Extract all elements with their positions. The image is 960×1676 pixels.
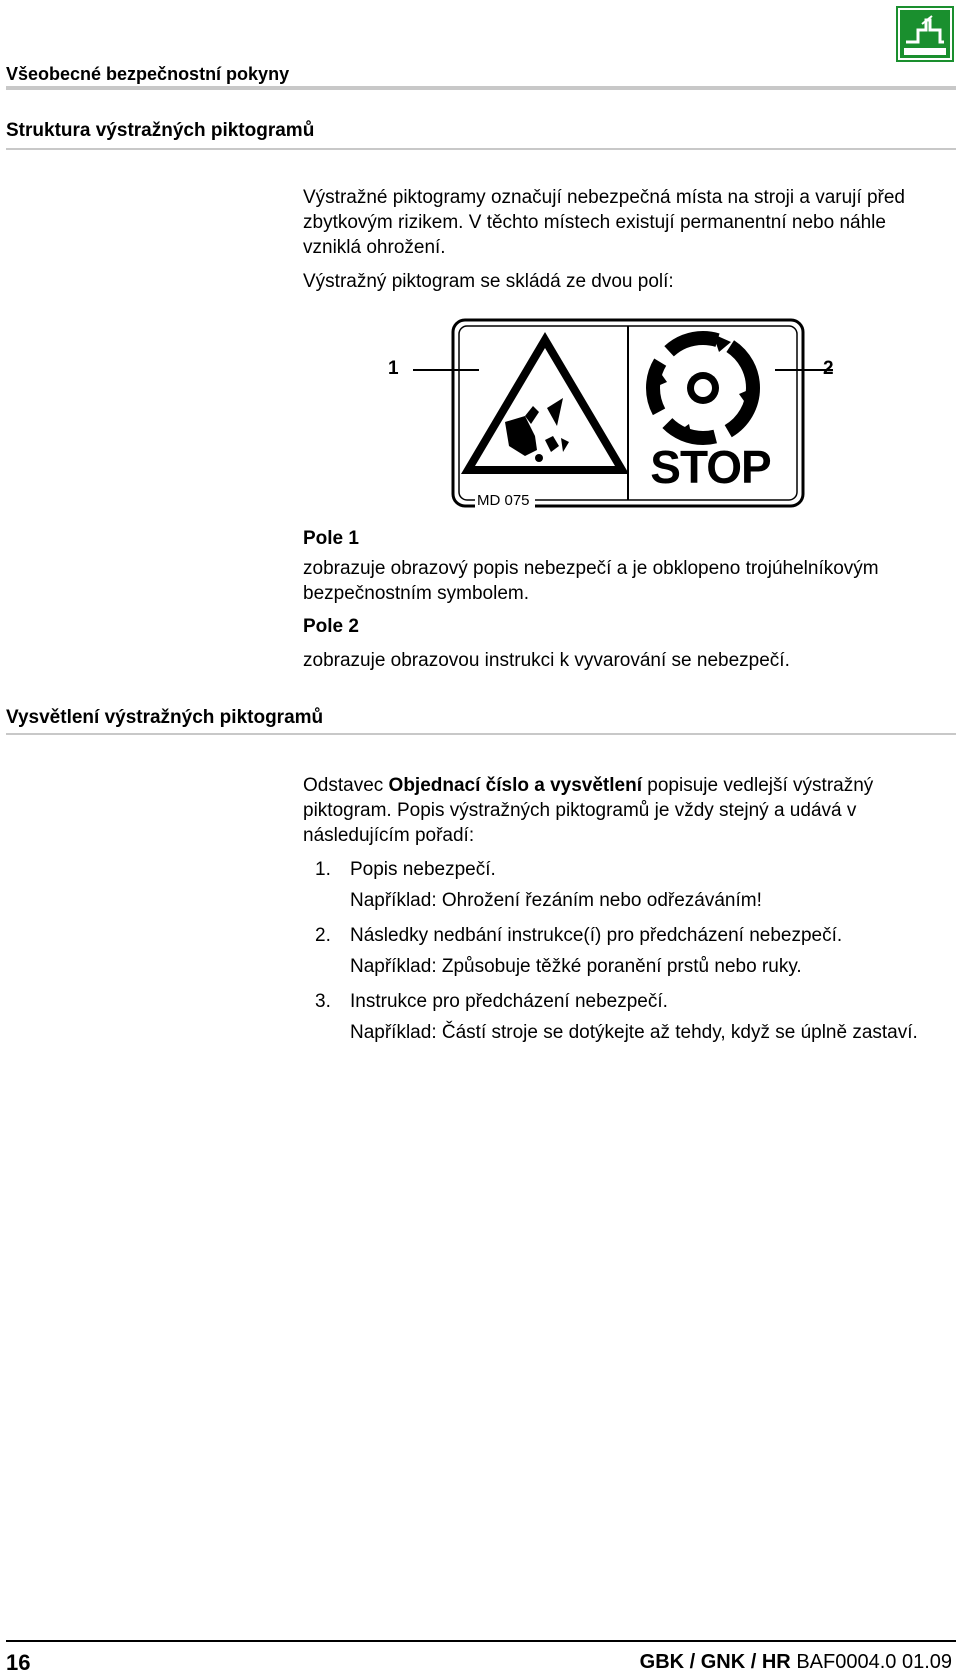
list-item-example: Například: Způsobuje těžké poranění prstů nebo ruky. (350, 956, 802, 977)
amazone-logo (896, 6, 954, 62)
list-item-title: Popis nebezpečí. (350, 859, 496, 880)
list-item-number: 1. (315, 859, 331, 880)
field-1-title: Pole 1 (303, 528, 359, 549)
section-rule (6, 148, 956, 150)
list-item-example: Například: Ohrožení řezáním nebo odřezáváním! (350, 890, 762, 911)
paragraph-explanation: Odstavec Objednací číslo a vysvětlení popisuje vedlejší výstražný piktogram. Popis výstražných piktogramů je vždy stejný a udává v následujícím pořadí: (303, 775, 874, 846)
list-item-title: Následky nedbání instrukce(í) pro předcházení nebezpečí. (350, 925, 843, 946)
paragraph-fields: Výstražný piktogram se skládá ze dvou polí: (303, 271, 674, 292)
list-item-number: 2. (315, 925, 331, 946)
callout-1: 1 (388, 358, 399, 379)
cross-reference: Objednací číslo a vysvětlení (388, 775, 642, 796)
section-title-structure: Struktura výstražných piktogramů (6, 120, 315, 141)
header-rule (6, 86, 956, 90)
section-rule (6, 733, 956, 735)
paragraph-intro: Výstražné piktogramy označují nebezpečná místa na stroji a varují před zbytkovým rizikem. V těchto místech existují permanentní nebo náhle vzniklá ohrožení. (303, 187, 905, 258)
breadcrumb: Všeobecné bezpečnostní pokyny (6, 64, 290, 84)
field-1-text: zobrazuje obrazový popis nebezpečí a je obklopeno trojúhelníkovým bezpečnostním symbolem. (303, 558, 879, 604)
warning-pictogram-figure (388, 318, 843, 510)
footer-rule (6, 1640, 956, 1642)
pictogram-code: MD 075 (477, 492, 530, 509)
field-2-title: Pole 2 (303, 616, 359, 637)
list-item-number: 3. (315, 991, 331, 1012)
section-title-explanation: Vysvětlení výstražných piktogramů (6, 707, 324, 728)
page-number: 16 (6, 1650, 31, 1675)
list-item-example: Například: Částí stroje se dotýkejte až tehdy, když se úplně zastaví. (350, 1022, 918, 1043)
document-code: GBK / GNK / HR BAF0004.0 01.09 (639, 1651, 952, 1673)
field-2-text: zobrazuje obrazovou instrukci k vyvarování se nebezpečí. (303, 650, 790, 671)
stop-text: STOP (650, 441, 771, 493)
list-item-title: Instrukce pro předcházení nebezpečí. (350, 991, 668, 1012)
callout-2: 2 (823, 358, 834, 379)
